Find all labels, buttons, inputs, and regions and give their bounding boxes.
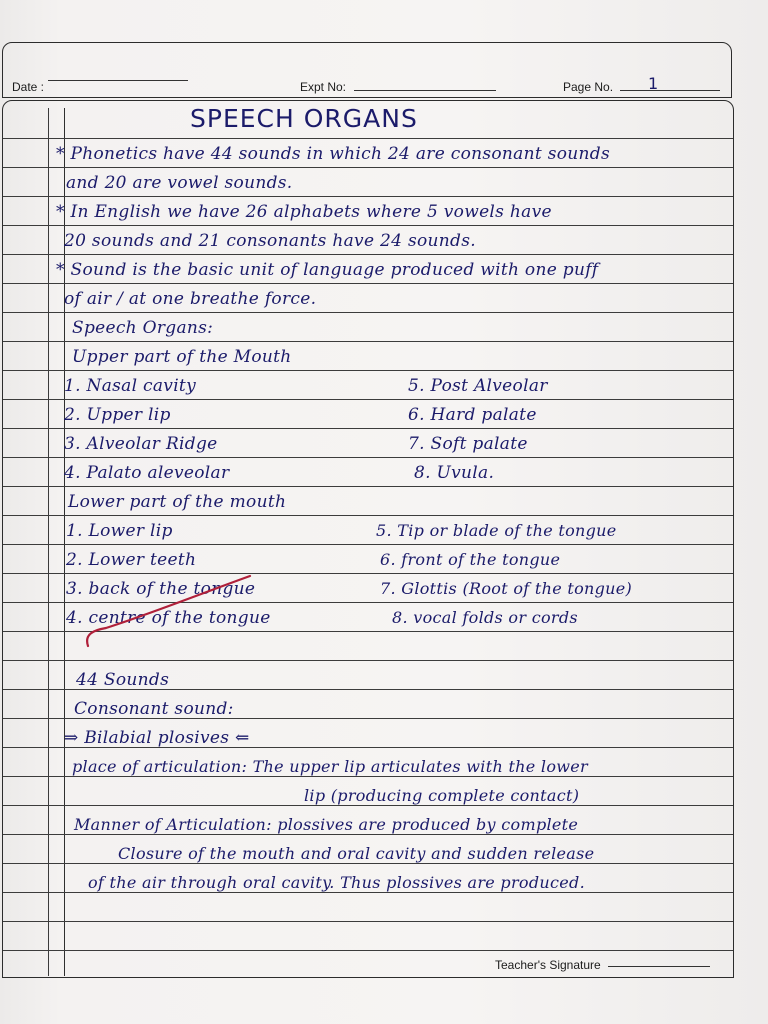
list-item: 2. Lower teeth	[66, 550, 197, 570]
list-item: 4. centre of the tongue	[66, 608, 271, 628]
text-line: * Phonetics have 44 sounds in which 24 are consonant sounds	[56, 144, 610, 164]
rule-line	[3, 892, 733, 893]
rule-line	[3, 950, 733, 951]
text-line: Closure of the mouth and oral cavity and sudden release	[118, 844, 595, 863]
text-line: * In English we have 26 alphabets where 5 vowels have	[56, 202, 552, 222]
section-heading: Speech Organs:	[72, 318, 214, 338]
section-subheading: Upper part of the Mouth	[72, 347, 292, 367]
rule-line	[3, 399, 733, 400]
list-item: 8. Uvula.	[414, 463, 495, 483]
rule-line	[3, 573, 733, 574]
list-item: 7. Soft palate	[408, 434, 528, 454]
text-line: Consonant sound:	[74, 699, 234, 719]
rule-line	[3, 428, 733, 429]
date-label: Date :	[12, 80, 45, 94]
page-number: 1	[648, 74, 659, 93]
list-item: 1. Lower lip	[66, 521, 173, 541]
rule-line	[3, 805, 733, 806]
text-line: lip (producing complete contact)	[304, 786, 580, 805]
list-item: 4. Palato aleveolar	[64, 463, 230, 483]
signature-line	[608, 966, 710, 967]
rule-line	[3, 312, 733, 313]
list-item: 5. Post Alveolar	[408, 376, 548, 396]
rule-line	[3, 254, 733, 255]
rule-line	[3, 370, 733, 371]
rule-line	[3, 631, 733, 632]
page-label: Page No.	[563, 80, 614, 94]
text-line: 44 Sounds	[76, 670, 170, 690]
rule-line	[3, 138, 733, 139]
text-line: and 20 are vowel sounds.	[66, 173, 293, 193]
list-item: 3. back of the tongue	[66, 579, 256, 599]
text-line: * Sound is the basic unit of language produced with one puff	[56, 260, 599, 280]
rule-line	[3, 167, 733, 168]
list-item: 3. Alveolar Ridge	[64, 434, 218, 454]
rule-line	[3, 834, 733, 835]
expt-line	[354, 90, 496, 91]
margin-line-inner	[48, 108, 49, 976]
text-line: ⇒ Bilabial plosives ⇐	[64, 728, 250, 748]
list-item: 8. vocal folds or cords	[392, 608, 578, 627]
text-line: 20 sounds and 21 consonants have 24 sounds.	[64, 231, 476, 251]
list-item: 2. Upper lip	[64, 405, 171, 425]
rule-line	[3, 515, 733, 516]
rule-line	[3, 776, 733, 777]
rule-line	[3, 283, 733, 284]
list-item: 6. Hard palate	[408, 405, 537, 425]
rule-line	[3, 225, 733, 226]
page-line	[620, 90, 720, 91]
rule-line	[3, 457, 733, 458]
list-item: 6. front of the tongue	[380, 550, 561, 569]
page-title: SPEECH ORGANS	[190, 104, 418, 133]
text-line: place of articulation: The upper lip articulates with the lower	[72, 757, 588, 776]
teacher-signature-label: Teacher's Signature	[495, 958, 601, 972]
rule-line	[3, 660, 733, 661]
date-line	[48, 80, 188, 81]
text-line: Manner of Articulation: plossives are produced by complete	[74, 815, 579, 834]
section-subheading: Lower part of the mouth	[68, 492, 287, 512]
rule-line	[3, 544, 733, 545]
rule-line	[3, 921, 733, 922]
rule-line	[3, 486, 733, 487]
list-item: 1. Nasal cavity	[64, 376, 196, 396]
rule-line	[3, 341, 733, 342]
rule-line	[3, 196, 733, 197]
expt-label: Expt No:	[300, 80, 347, 94]
rule-line	[3, 863, 733, 864]
text-line: of the air through oral cavity. Thus plossives are produced.	[88, 873, 585, 892]
rule-line	[3, 602, 733, 603]
text-line: of air / at one breathe force.	[64, 289, 317, 309]
list-item: 7. Glottis (Root of the tongue)	[380, 579, 633, 598]
list-item: 5. Tip or blade of the tongue	[376, 521, 617, 540]
